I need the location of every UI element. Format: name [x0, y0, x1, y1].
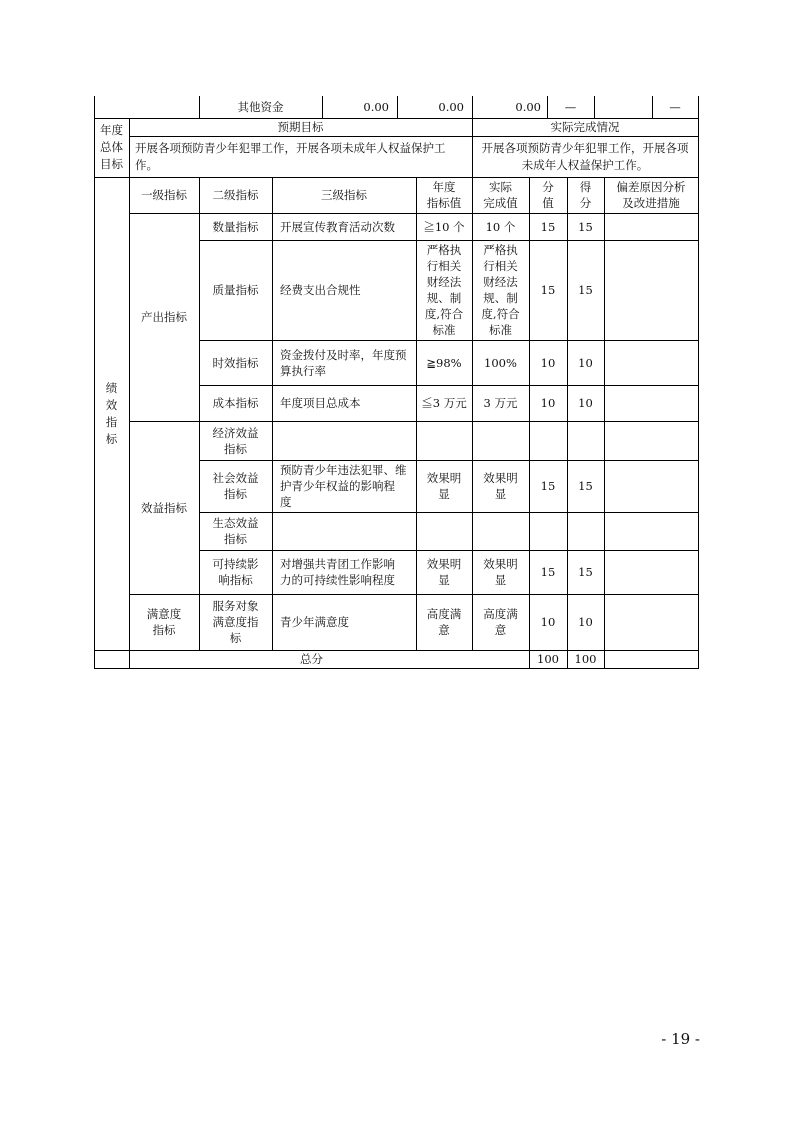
- row-level2: 服务对象 满意度指 标: [212, 599, 259, 645]
- row-deviation-reason: [604, 512, 698, 550]
- row-got-score: 15: [578, 479, 593, 493]
- total-got-score: 100: [574, 652, 597, 666]
- row-deviation-reason: [604, 594, 698, 650]
- row-actual-value: 效果明 显: [483, 557, 518, 587]
- row-level2: 生态效益 指标: [212, 516, 259, 546]
- other-funds-value-3: 0.00: [515, 100, 541, 114]
- row-deviation-reason: [604, 460, 698, 512]
- row-annual-target: [416, 421, 472, 460]
- row-score: 10: [540, 615, 556, 629]
- row-level3: 开展宣传教育活动次数: [280, 219, 395, 234]
- row-got-score: [567, 512, 604, 550]
- other-funds-label: 其他资金: [237, 100, 284, 114]
- row-level2: 数量指标: [212, 219, 259, 234]
- row-annual-target: [416, 512, 472, 550]
- annual-goal-label: 年度 总体 目标: [100, 123, 123, 171]
- row-level2: 时效指标: [212, 355, 259, 370]
- row-actual-value: 效果明 显: [483, 471, 518, 501]
- row-level2: 质量指标: [212, 283, 259, 297]
- row-actual-value: 严格执 行相关 财经法 规、制 度,符合 标准: [481, 243, 520, 337]
- row-annual-target: 效果明 显: [426, 471, 462, 501]
- header-annual-target: 年度 指标值: [426, 180, 462, 210]
- total-score: 100: [537, 652, 559, 666]
- row-annual-target: ≦3 万元: [421, 396, 467, 410]
- row-got-score: 15: [578, 283, 593, 297]
- row-actual-value: [472, 512, 529, 550]
- row-level2: 成本指标: [212, 396, 259, 410]
- border-bottom: [94, 668, 699, 669]
- row-actual-value: 高度满 意: [483, 607, 518, 637]
- row-got-score: 10: [578, 615, 593, 629]
- grid-line: [594, 96, 595, 118]
- row-got-score: [567, 421, 604, 460]
- row-annual-target: 严格执 行相关 财经法 规、制 度,符合 标准: [424, 243, 464, 337]
- row-annual-target: ≧98%: [426, 355, 462, 370]
- other-funds-value-1: 0.00: [363, 100, 389, 114]
- row-level3: 资金拨付及时率，年度预 算执行率: [280, 347, 407, 378]
- border-right: [698, 96, 699, 669]
- row-score: 10: [540, 396, 556, 410]
- row-deviation-reason: [604, 213, 698, 240]
- header-level3: 三级指标: [321, 188, 367, 202]
- row-got-score: 15: [578, 219, 593, 234]
- row-got-score: 15: [578, 565, 593, 579]
- row-annual-target: 效果明 显: [426, 557, 462, 587]
- row-deviation-reason: [604, 550, 698, 594]
- row-score: 15: [540, 565, 556, 579]
- row-actual-value: 3 万元: [483, 396, 518, 410]
- other-funds-value-2: 0.00: [438, 100, 464, 114]
- row-actual-value: 10 个: [485, 219, 516, 234]
- other-funds-dash-1: —: [564, 100, 577, 114]
- row-level2: 社会效益 指标: [212, 471, 259, 501]
- row-deviation-reason: [604, 340, 698, 385]
- row-deviation-reason: [604, 421, 698, 460]
- row-actual-value: [472, 421, 529, 460]
- header-actual-value: 实际 完成值: [483, 180, 518, 210]
- total-label: 总分: [300, 652, 323, 666]
- actual-goal-header: 实际完成情况: [550, 120, 620, 134]
- row-score: 15: [540, 219, 556, 234]
- row-level3: 青少年满意度: [280, 615, 349, 629]
- performance-indicators-label: 绩 效 指 标: [105, 380, 118, 446]
- row-score: [529, 512, 567, 550]
- row-level3: [272, 421, 416, 460]
- header-level1: 一级指标: [141, 188, 187, 202]
- row-level2: 经济效益 指标: [212, 425, 259, 456]
- row-score: 15: [540, 479, 556, 493]
- row-annual-target: 高度满 意: [426, 607, 462, 637]
- row-level3: 预防青少年违法犯罪、维 护青少年权益的影响程 度: [280, 463, 407, 509]
- group-output-indicators: 产出指标: [141, 310, 187, 324]
- actual-goal-text: 开展各项预防青少年犯罪工作，开展各项 未成年人权益保护工作。: [481, 140, 689, 172]
- group-benefit-indicators: 效益指标: [141, 500, 187, 515]
- header-level2: 二级指标: [212, 188, 259, 202]
- row-score: 10: [540, 355, 556, 370]
- row-score: 15: [540, 283, 556, 297]
- row-level3: 对增强共青团工作影响 力的可持续性影响程度: [280, 557, 395, 587]
- row-level3: [272, 512, 416, 550]
- other-funds-dash-2: —: [669, 100, 681, 114]
- header-score: 分 值: [542, 180, 554, 210]
- row-deviation-reason: [604, 240, 698, 340]
- row-actual-value: 100%: [484, 355, 517, 370]
- row-annual-target: ≧10 个: [423, 219, 465, 234]
- row-level3: 年度项目总成本: [280, 396, 361, 410]
- row-deviation-reason: [604, 385, 698, 421]
- row-got-score: 10: [578, 355, 593, 370]
- page-number: - 19 -: [661, 1030, 700, 1048]
- header-deviation-reason: 偏差原因分析 及改进措施: [616, 180, 686, 210]
- row-level3: 经费支出合规性: [280, 283, 361, 297]
- expected-goal-header: 预期目标: [277, 120, 324, 134]
- group-satisfaction-indicators: 满意度 指标: [146, 607, 182, 637]
- row-level2: 可持续影 响指标: [212, 557, 259, 587]
- row-got-score: 10: [578, 396, 593, 410]
- header-got-score: 得 分: [579, 180, 592, 210]
- expected-goal-text: 开展各项预防青少年犯罪工作，开展各项未成年人权益保护工 作。: [135, 140, 446, 172]
- row-score: [529, 421, 567, 460]
